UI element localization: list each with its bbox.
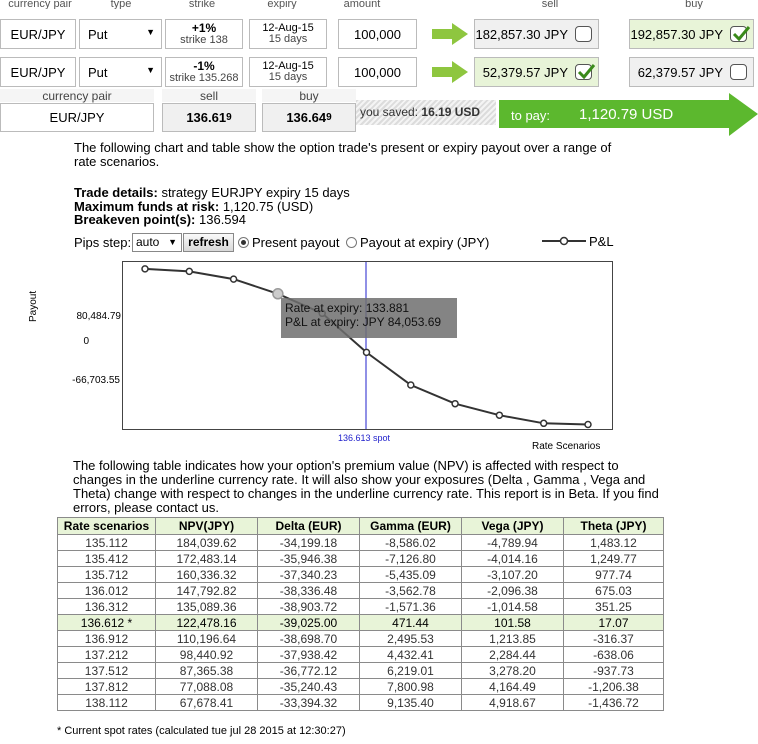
leg-2-buy-value: 62,379.57 JPY: [637, 64, 723, 80]
table-row: [58, 663, 664, 679]
table-cell: 471.44: [360, 615, 462, 631]
chevron-down-icon: ▼: [146, 27, 155, 37]
data-point[interactable]: [496, 412, 502, 418]
table-cell: 98,440.92: [156, 647, 258, 663]
quote-buy-main: 136.64: [286, 110, 327, 125]
legend-label: P&L: [589, 234, 614, 249]
footnote: * Current spot rates (calculated tue jul 28 2015 at 12:30:27): [57, 725, 346, 737]
table-cell: -1,014.58: [462, 599, 564, 615]
table-cell: -39,025.00: [258, 615, 360, 631]
refresh-button[interactable]: refresh: [183, 233, 234, 252]
table-row: [58, 535, 664, 551]
table-cell: -2,096.38: [462, 583, 564, 599]
table-cell: -36,772.12: [258, 663, 360, 679]
leg-1-expiry-days: 15 days: [268, 33, 308, 45]
table-row: [58, 695, 664, 711]
table-cell: -7,126.80: [360, 551, 462, 567]
table-cell: -1,206.38: [564, 679, 664, 695]
table-header-cell: Vega (JPY): [462, 518, 564, 535]
expiry-payout-radio[interactable]: [346, 237, 357, 248]
savings-value: 16.19 USD: [421, 105, 481, 119]
leg-1-type-value: Put: [88, 26, 108, 42]
arrow-right-icon: [432, 23, 468, 45]
pips-step-value: auto: [136, 235, 160, 249]
table-cell: 1,213.85: [462, 631, 564, 647]
table-cell: 17.07: [564, 615, 664, 631]
max-funds-value: 1,120.75 (USD): [222, 199, 314, 214]
table-header-cell: Gamma (EUR): [360, 518, 462, 535]
leg-1-buy-price[interactable]: [629, 19, 754, 49]
table-cell: -4,789.94: [462, 535, 564, 551]
table-cell: 184,039.62: [156, 535, 258, 551]
table-cell: -937.73: [564, 663, 664, 679]
leg-1-type-select[interactable]: [79, 19, 162, 49]
table-cell: 4,164.49: [462, 679, 564, 695]
leg-2-sell-value: 52,379.57 JPY: [482, 64, 568, 80]
table-cell: 135.112: [58, 535, 156, 551]
table-cell: 351.25: [564, 599, 664, 615]
payout-chart[interactable]: [122, 261, 613, 430]
table-header-row: [58, 518, 664, 535]
leg-1-pair: EUR/JPY: [0, 19, 76, 49]
table-cell: 138.112: [58, 695, 156, 711]
table-cell: 67,678.41: [156, 695, 258, 711]
table-cell: 3,278.20: [462, 663, 564, 679]
max-funds-label: Maximum funds at risk:: [74, 199, 220, 214]
quote-sell-button[interactable]: [162, 103, 256, 132]
quote-sell-label: sell: [162, 89, 256, 102]
checkmark-icon: [731, 24, 751, 44]
leg-1-expiry[interactable]: [249, 19, 327, 49]
table-cell: 77,088.08: [156, 679, 258, 695]
leg-2-expiry-date: 12-Aug-15: [262, 60, 314, 72]
quote-pair: EUR/JPY: [0, 103, 154, 132]
col-header-currency-pair: currency pair: [8, 0, 72, 9]
leg-1-amount-input[interactable]: 100,000: [338, 19, 417, 49]
table-cell: 135,089.36: [156, 599, 258, 615]
leg-2-amount-input[interactable]: 100,000: [338, 57, 417, 87]
x-axis-label: Rate Scenarios: [532, 441, 601, 452]
leg-2-expiry-days: 15 days: [268, 71, 308, 83]
table-cell: 136.012: [58, 583, 156, 599]
y-tick-1: 80,484.79: [76, 311, 121, 322]
table-cell: 1,483.12: [564, 535, 664, 551]
table-cell: -38,336.48: [258, 583, 360, 599]
table-header-cell: Delta (EUR): [258, 518, 360, 535]
table-cell: -1,571.36: [360, 599, 462, 615]
table-row: [58, 631, 664, 647]
leg-1-expiry-date: 12-Aug-15: [262, 22, 314, 34]
spot-label: 136.613 spot: [338, 433, 391, 443]
table-row: [58, 567, 664, 583]
table-cell: 675.03: [564, 583, 664, 599]
leg-1-buy-checkbox[interactable]: [730, 26, 747, 42]
present-payout-label: Present payout: [252, 235, 340, 250]
table-cell: -38,698.70: [258, 631, 360, 647]
table-cell: 4,432.41: [360, 647, 462, 663]
trade-details: [74, 186, 350, 200]
table-row: [58, 647, 664, 663]
table-row: [58, 599, 664, 615]
table-cell: -35,946.38: [258, 551, 360, 567]
data-point[interactable]: [364, 349, 370, 355]
chevron-down-icon: ▼: [168, 237, 177, 247]
col-header-type: type: [110, 0, 132, 9]
chart-intro: The following chart and table show the option trade's present or expiry payout over a range of rate scenarios.: [74, 140, 612, 169]
leg-1-strike-value: strike 138: [180, 34, 228, 46]
table-cell: -3,562.78: [360, 583, 462, 599]
leg-1-sell-value: 182,857.30 JPY: [475, 26, 568, 42]
y-tick-3: -66,703.55: [72, 375, 120, 386]
leg-2-expiry[interactable]: [249, 57, 327, 87]
col-header-buy: buy: [685, 0, 703, 9]
table-cell: -38,903.72: [258, 599, 360, 615]
table-row: [58, 551, 664, 567]
quote-pair-label: currency pair: [0, 89, 154, 102]
col-header-sell: sell: [541, 0, 559, 9]
y-axis-label: Payout: [28, 290, 39, 322]
leg-2-strike[interactable]: [165, 57, 243, 87]
expiry-payout-label: Payout at expiry (JPY): [360, 235, 490, 250]
leg-1-buy-value: 192,857.30 JPY: [630, 26, 723, 42]
col-header-amount: amount: [343, 0, 381, 9]
table-cell: 137.812: [58, 679, 156, 695]
table-cell: 977.74: [564, 567, 664, 583]
leg-1-strike[interactable]: [165, 19, 243, 49]
breakeven-value: 136.594: [199, 212, 246, 227]
arrow-right-icon: [432, 61, 468, 83]
table-header-cell: Theta (JPY): [564, 518, 664, 535]
payout-chart-svg: [123, 262, 612, 429]
pips-step-label: Pips step:: [74, 235, 132, 250]
table-cell: 135.412: [58, 551, 156, 567]
leg-2-strike-pct: -1%: [193, 59, 215, 73]
chevron-down-icon: ▼: [146, 65, 155, 75]
table-cell: 7,800.98: [360, 679, 462, 695]
y-tick-2: 0: [83, 336, 89, 347]
table-cell: 2,495.53: [360, 631, 462, 647]
table-row: [58, 583, 664, 599]
table-cell: 147,792.82: [156, 583, 258, 599]
leg-1-strike-pct: +1%: [191, 21, 217, 35]
table-cell: -4,014.16: [462, 551, 564, 567]
tooltip-rate: Rate at expiry: 133.881: [285, 301, 410, 315]
legend-line-icon: [542, 235, 586, 247]
data-point[interactable]: [186, 268, 192, 274]
table-cell: 101.58: [462, 615, 564, 631]
trade-details-label: Trade details:: [74, 185, 158, 200]
table-cell: 136.612 *: [58, 615, 156, 631]
pay-value: 1,120.79 USD: [579, 106, 674, 123]
table-cell: -3,107.20: [462, 567, 564, 583]
breakeven-points: [74, 213, 246, 227]
data-point[interactable]: [231, 276, 237, 282]
pips-step-select[interactable]: [132, 233, 182, 252]
leg-2-pair: EUR/JPY: [0, 57, 76, 87]
table-row: [58, 615, 664, 631]
quote-buy-pip: 9: [326, 112, 332, 123]
leg-2-type-value: Put: [88, 64, 108, 80]
data-point[interactable]: [452, 401, 458, 407]
leg-2-buy-checkbox[interactable]: [730, 64, 747, 80]
checkmark-icon: [576, 62, 596, 82]
table-cell: 110,196.64: [156, 631, 258, 647]
table-cell: -8,586.02: [360, 535, 462, 551]
table-cell: 137.212: [58, 647, 156, 663]
table-cell: -638.06: [564, 647, 664, 663]
leg-2-type-select[interactable]: [79, 57, 162, 87]
savings-banner: [356, 100, 496, 125]
data-point[interactable]: [541, 420, 547, 426]
table-cell: -5,435.09: [360, 567, 462, 583]
quote-sell-pip: 9: [226, 112, 232, 123]
table-cell: 6,219.01: [360, 663, 462, 679]
table-cell: -37,938.42: [258, 647, 360, 663]
data-point[interactable]: [142, 266, 148, 272]
table-cell: 4,918.67: [462, 695, 564, 711]
present-payout-radio[interactable]: [238, 237, 249, 248]
data-point[interactable]: [408, 382, 414, 388]
table-cell: 2,284.44: [462, 647, 564, 663]
table-header-cell: NPV(JPY): [156, 518, 258, 535]
tooltip-pnl: P&L at expiry: JPY 84,053.69: [285, 315, 442, 329]
table-cell: -35,240.43: [258, 679, 360, 695]
leg-1-sell-price[interactable]: [474, 19, 599, 49]
col-header-strike: strike: [188, 0, 216, 9]
pay-label: to pay:: [511, 108, 551, 123]
table-cell: -37,340.23: [258, 567, 360, 583]
table-cell: 1,249.77: [564, 551, 664, 567]
table-cell: 160,336.32: [156, 567, 258, 583]
table-row: [58, 679, 664, 695]
table-cell: 9,135.40: [360, 695, 462, 711]
table-cell: 137.512: [58, 663, 156, 679]
col-header-expiry: expiry: [267, 0, 297, 9]
leg-2-sell-checkbox[interactable]: [575, 64, 592, 80]
table-header-cell: Rate scenarios: [58, 518, 156, 535]
table-cell: 136.912: [58, 631, 156, 647]
leg-1-sell-checkbox[interactable]: [575, 26, 592, 42]
scenario-table: [57, 517, 664, 711]
pay-banner[interactable]: [499, 93, 758, 136]
quote-sell-main: 136.61: [186, 110, 227, 125]
savings-label: you saved:: [360, 105, 419, 119]
table-cell: -1,436.72: [564, 695, 664, 711]
quote-buy-button[interactable]: [262, 103, 356, 132]
leg-2-strike-value: strike 135.268: [169, 72, 239, 84]
table-cell: -33,394.32: [258, 695, 360, 711]
table-cell: 136.312: [58, 599, 156, 615]
breakeven-label: Breakeven point(s):: [74, 212, 196, 227]
leg-2-sell-price[interactable]: [474, 57, 599, 87]
table-cell: -316.37: [564, 631, 664, 647]
quote-buy-label: buy: [262, 89, 356, 102]
table-intro: The following table indicates how your option's premium value (NPV) is affected with respect to changes in the underline currency rate. It will also show your exposures (Delta , Gamma , Vega and Theta) change with respect to changes in the underline currency rate. This report is in Beta. If you find errors, please contact us.: [73, 458, 659, 515]
table-cell: 122,478.16: [156, 615, 258, 631]
trade-details-value: strategy EURJPY expiry 15 days: [161, 185, 350, 200]
data-point[interactable]: [585, 422, 591, 428]
leg-2-buy-price[interactable]: [629, 57, 754, 87]
chart-tooltip: [281, 298, 457, 338]
table-cell: 135.712: [58, 567, 156, 583]
table-cell: 172,483.14: [156, 551, 258, 567]
table-cell: -34,199.18: [258, 535, 360, 551]
table-cell: 87,365.38: [156, 663, 258, 679]
